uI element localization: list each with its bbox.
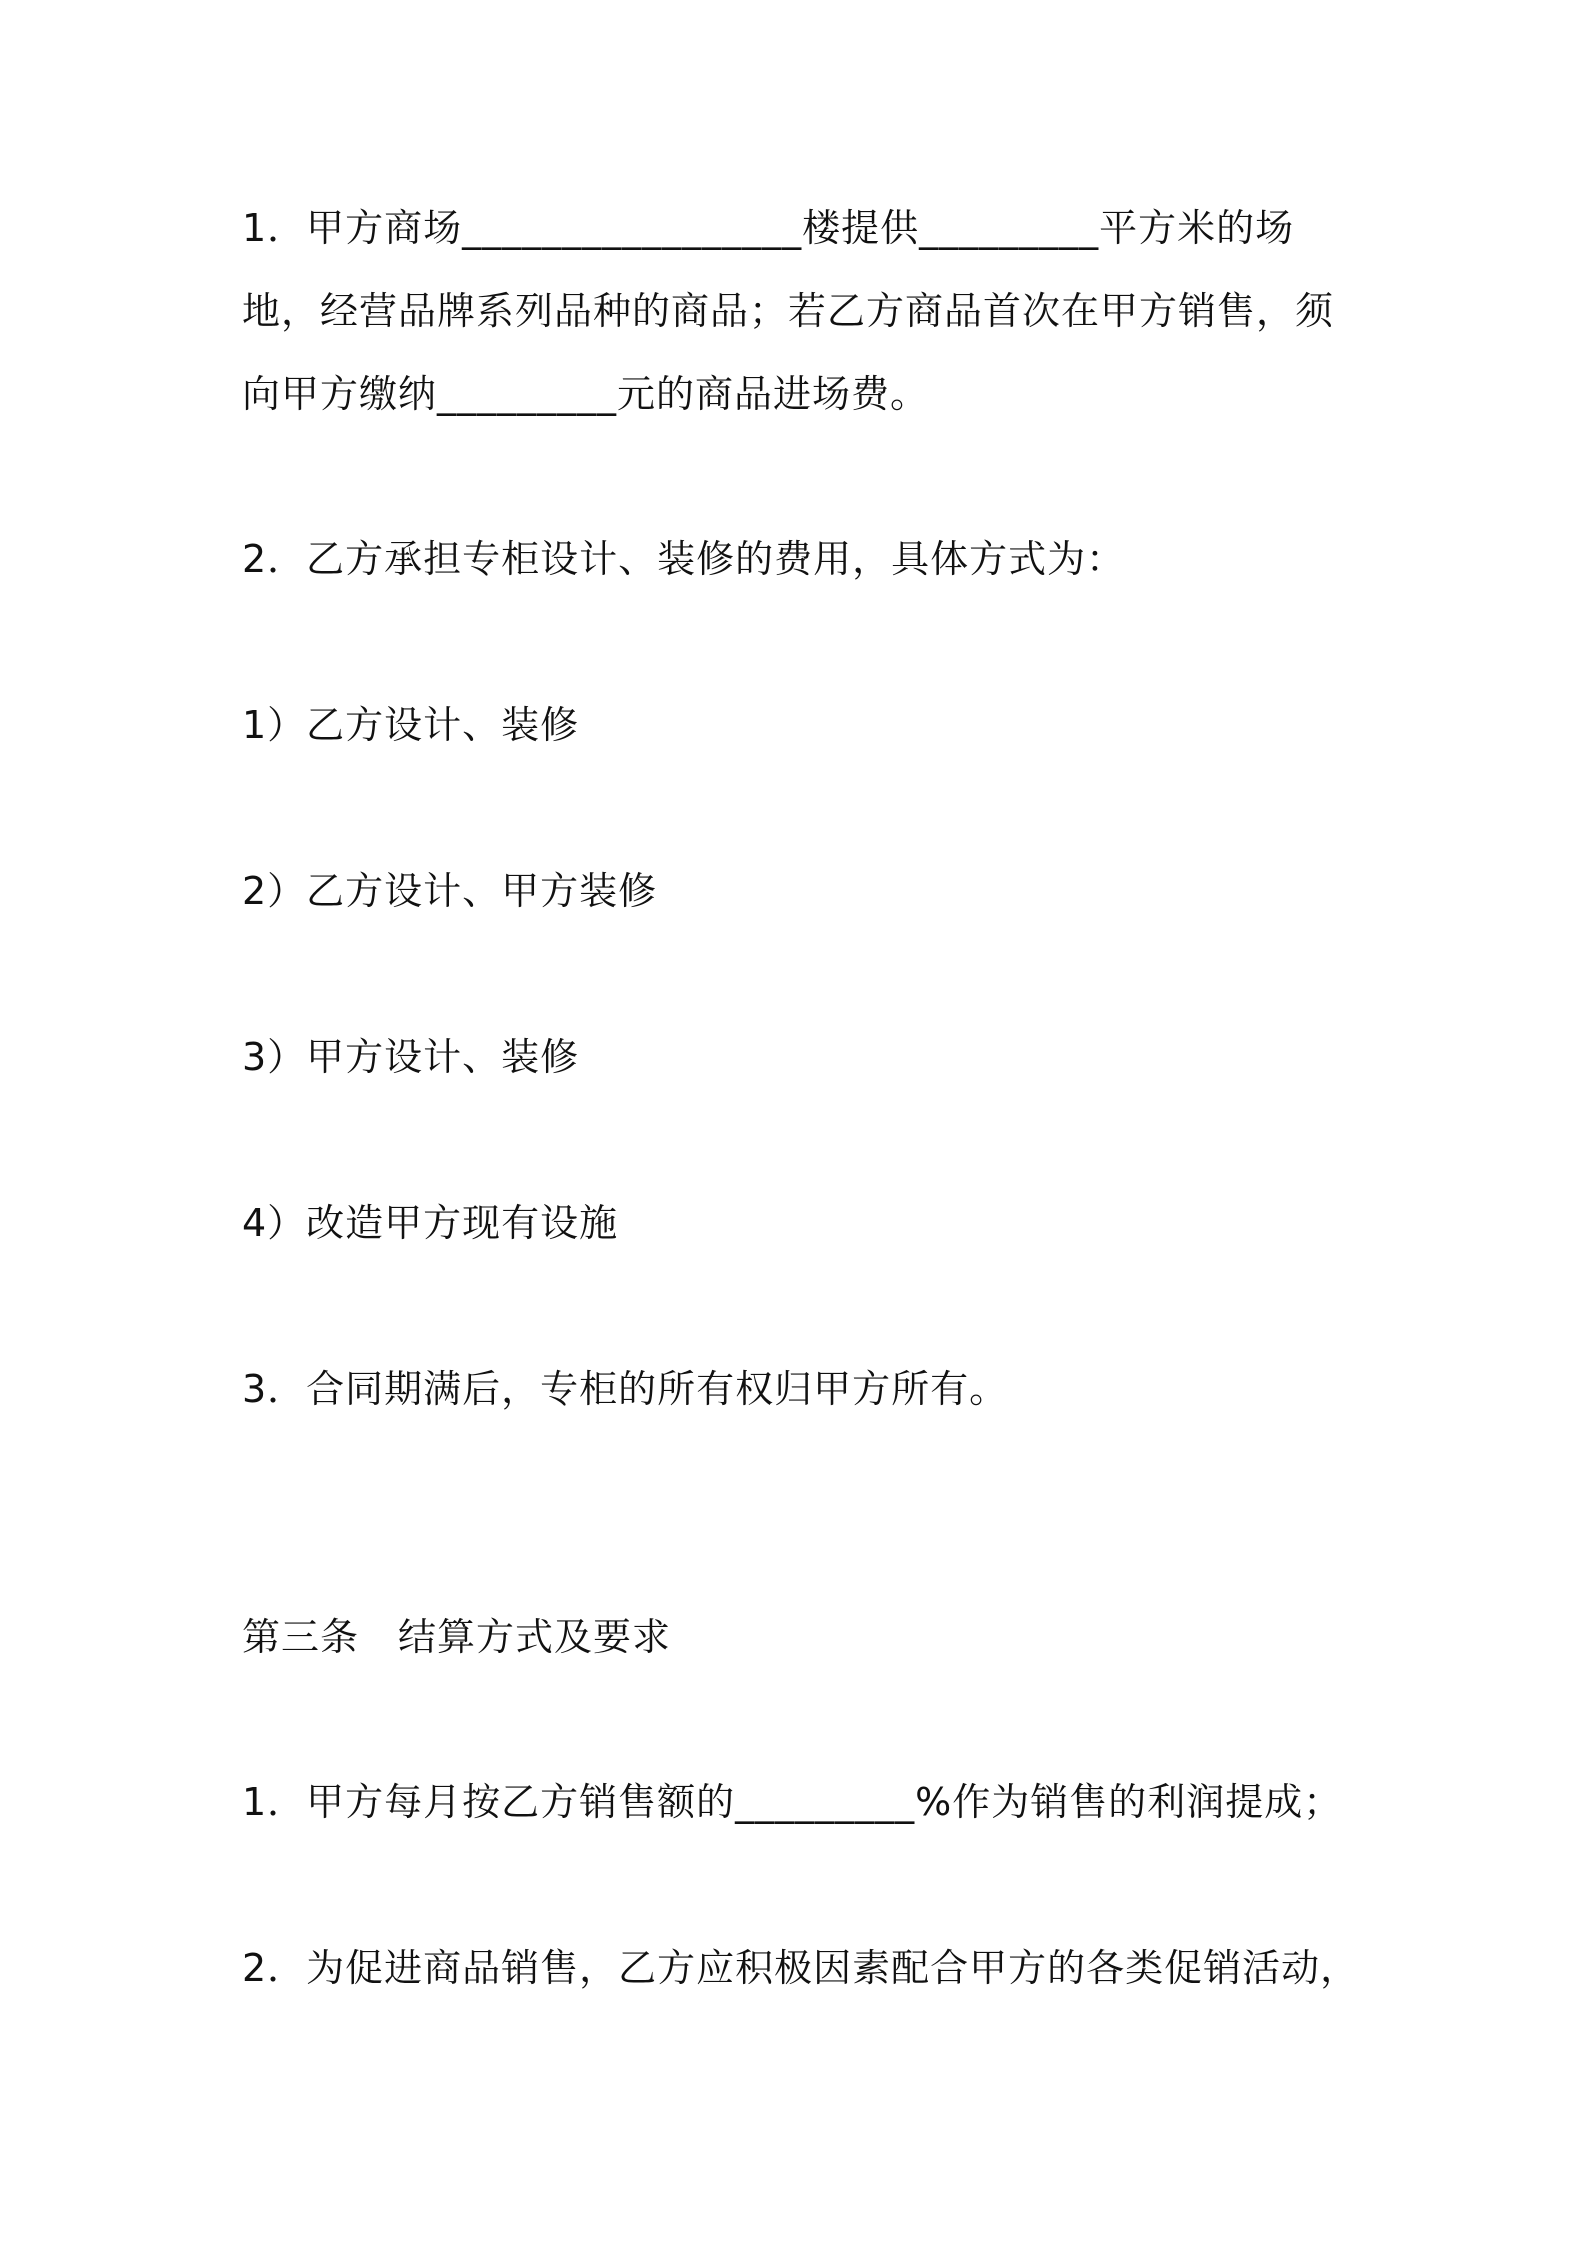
clause-1-line-1: 1．甲方商场_________________楼提供_________平方米的场 (242, 206, 1295, 250)
option-2: 2）乙方设计、甲方装修 (242, 869, 658, 913)
settlement-clause-1: 1．甲方每月按乙方销售额的_________%作为销售的利润提成； (242, 1780, 1343, 1824)
option-3: 3）甲方设计、装修 (242, 1035, 580, 1079)
clause-3-line: 3．合同期满后，专柜的所有权归甲方所有。 (242, 1367, 1009, 1411)
settlement-clause-2: 2．为促进商品销售，乙方应积极因素配合甲方的各类促销活动， (242, 1946, 1360, 1990)
option-4: 4）改造甲方现有设施 (242, 1201, 619, 1245)
clause-1-line-2: 地，经营品牌系列品种的商品；若乙方商品首次在甲方销售，须 (242, 289, 1335, 333)
clause-1-line-3: 向甲方缴纳_________元的商品进场费。 (242, 372, 930, 416)
section-heading-article-3: 第三条 结算方式及要求 (242, 1615, 672, 1659)
option-1: 1）乙方设计、装修 (242, 703, 580, 747)
clause-2-line: 2．乙方承担专柜设计、装修的费用，具体方式为： (242, 537, 1126, 581)
